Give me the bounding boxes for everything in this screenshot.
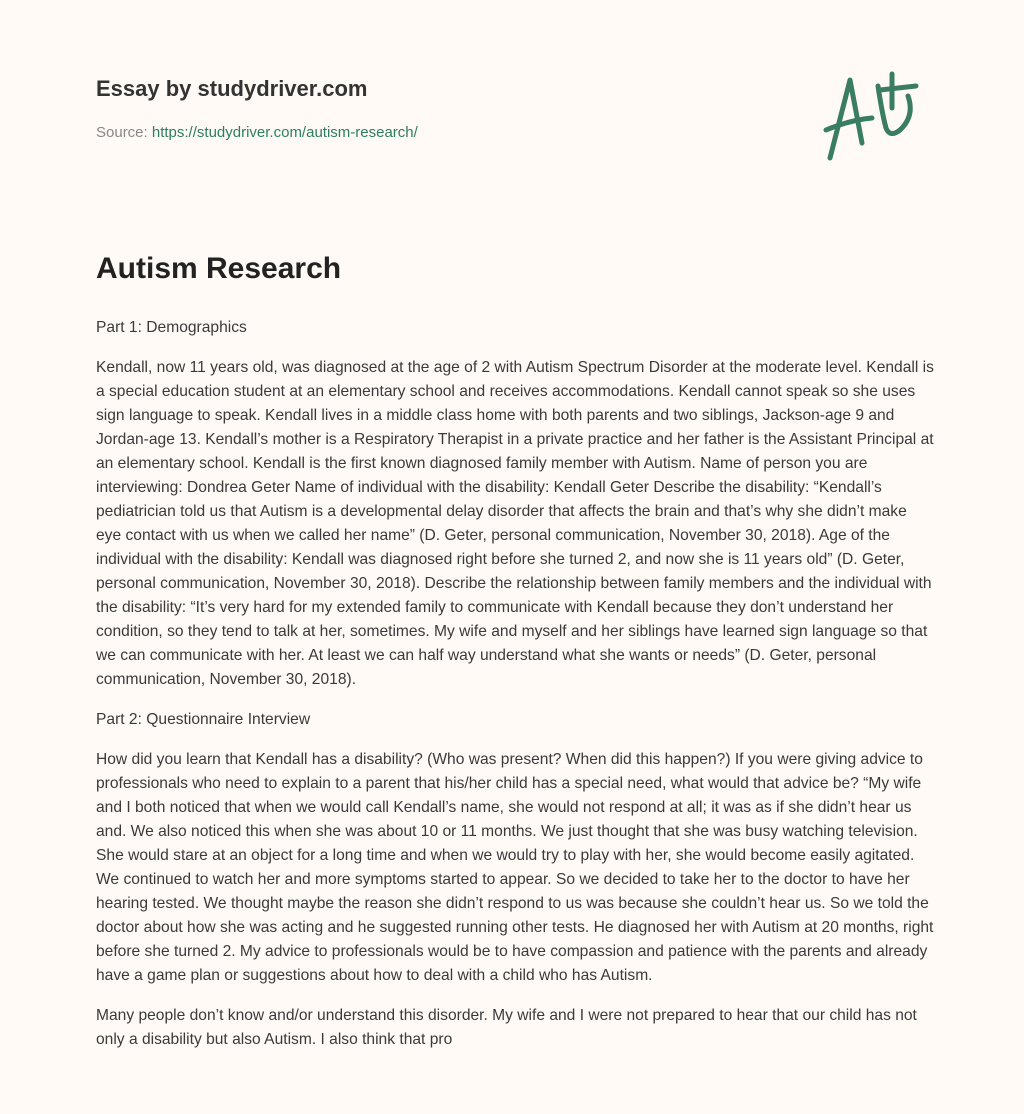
- a-plus-logo: [820, 68, 930, 168]
- source-line: [96, 124, 418, 141]
- paragraph: How did you learn that Kendall has a disability? (Who was present? When did this happen?) If you were giving advice to professionals who need to explain to a parent that his/her child has a special need, what would that advice be? “My wife and I both noticed that when we would call Kendall’s name, she would not respond at all; it was as if she didn’t hear us and. We also noticed this when she was about 10 or 11 months. We just thought that she was busy watching television. She would stare at an object for a long time and when we would try to play with her, she would become easily agitated. We continued to watch her and more symptoms started to appear. So we decided to take her to the doctor to have her hearing tested. We thought maybe the reason she didn’t respond to us was because she couldn’t hear us. So we told the doctor about how she was acting and he suggested running other tests. He diagnosed her with Autism at 20 months, right before she turned 2. My advice to professionals would be to have compassion and patience with the parents and already have a game plan or suggestions about how to deal with a child who has Autism.: [96, 751, 934, 984]
- section-heading: Part 2: Questionnaire Interview: [96, 711, 311, 728]
- paragraph: Many people don’t know and/or understand this disorder. My wife and I were not prepared to hear that our child has not only a disability but also Autism. I also think that pro: [96, 1007, 917, 1048]
- source-label: Source:: [96, 124, 148, 141]
- section-heading: Part 1: Demographics: [96, 319, 247, 336]
- paragraph: Kendall, now 11 years old, was diagnosed at the age of 2 with Autism Spectrum Disorder at the moderate level. Kendall is a special education student at an elementary school and receives accommodations. Kendall cannot speak so she uses sign language to speak. Kendall lives in a middle class home with both parents and two siblings, Jackson-age 9 and Jordan-age 13. Kendall’s mother is a Respiratory Therapist in a private practice and her father is the Assistant Principal at an elementary school. Kendall is the first known diagnosed family member with Autism. Name of person you are interviewing: Dondrea Geter Name of individual with the disability: Kendall Geter Describe the disability: “Kendall’s pediatrician told us that Autism is a developmental delay disorder that affects the brain and that’s why she didn’t make eye contact with us when we called her name” (D. Geter, personal communication, November 30, 2018). Age of the individual with the disability: Kendall was diagnosed right before she turned 2, and now she is 11 years old” (D. Geter, personal communication, November 30, 2018). Describe the relationship between family members and the individual with the disability: “It’s very hard for my extended family to communicate with Kendall because they don’t understand her condition, so they tend to talk at her, sometimes. My wife and myself and her siblings have learned sign language so that we can communicate with her. At least we can half way understand what she wants or needs” (D. Geter, personal communication, November 30, 2018).: [96, 359, 934, 688]
- essay-title: Autism Research: [96, 252, 342, 285]
- source-link[interactable]: https://studydriver.com/autism-research/: [151, 124, 418, 141]
- site-brand: Essay by studydriver.com: [96, 76, 368, 101]
- essay-body: [96, 316, 934, 1068]
